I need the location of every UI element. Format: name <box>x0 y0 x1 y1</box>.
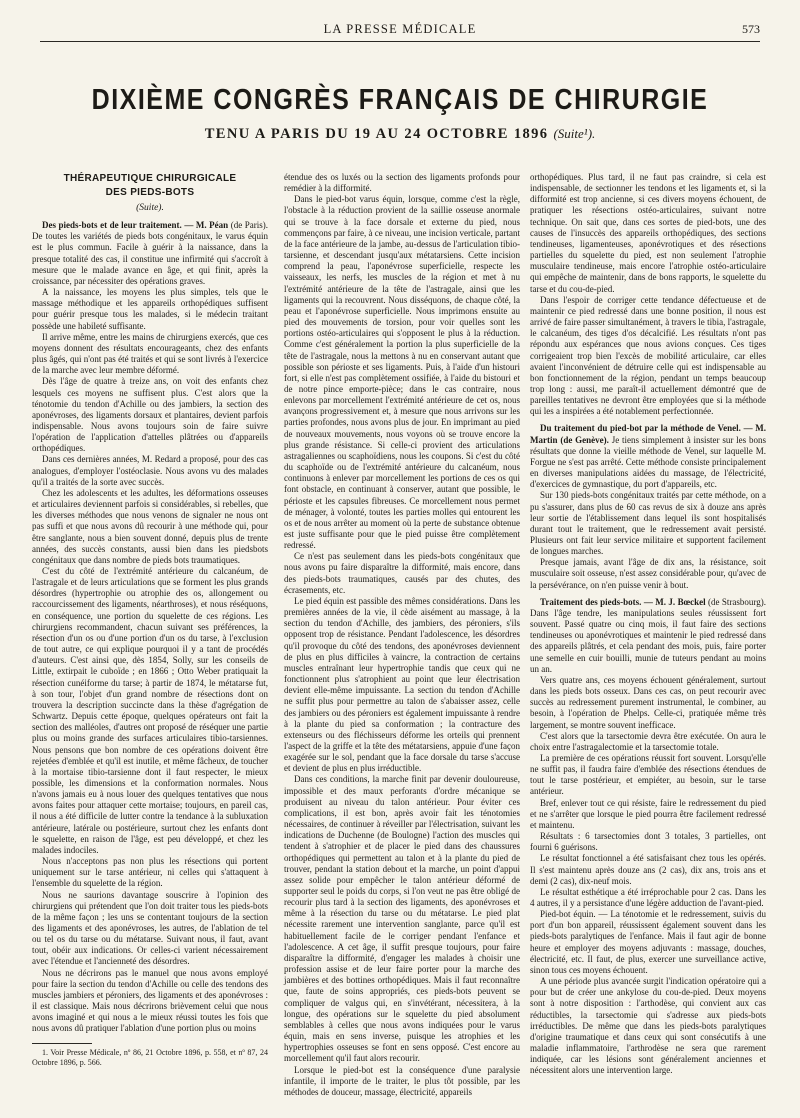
paragraph: Dans ces conditions, la marche finit par devenir douloureuse, impossible et des maux perforants d'ordre mécanique se produisent au niveau du talon antérieur. Pour éviter ces complications, il est bon, après avoir fait les ténotomies nécessaires, de continuer à réveiller par l'électrisation, suivant les indications de Duchenne (de Boulogne) l'action des muscles qui tendent à s'atrophier et de placer le pied dans des chaussures orthopédiques qui permettent au talon et à la plante du pied de trouver, pendant la station debout et la marche, un point d'appui assez solide pour empêcher le talon antérieur déformé de supporter seul le poids du corps, si l'on veut ne pas être obligé de recourir plus tard à la section des ligaments, des aponévroses et même à la résection du tarse ou du métatarse. Le pied plat nécessite rarement une intervention sanglante, parce qu'il est habituellement facile de le corriger pendant l'enfance et l'adolescence. A cet âge, il suffit presque toujours, pour faire disparaître la difformité, d'engager les malades à choisir une profession assise et de leur faire porter pour la marche des jambières et des bottines orthopédiques. Mais il faut reconnaître que, faute de soins appropriés, ces pieds-bots peuvent se compliquer de valgus qui, en s'invétérant, nécessitera, à la longue, des opérations sur le squelette du pied absolument semblables à celles que nous avons indiquées pour le varus équin, mais en sens inverse, puisque les atrophies et les hypertrophies osseuses se font en sens opposé. C'est encore au morcellement qu'il faut alors recourir. <box>284 774 520 1064</box>
section-title-line1: THÉRAPEUTIQUE CHIRURGICALE <box>63 173 237 184</box>
paragraph: Nous ne saurions davantage souscrire à l'opinion des chirurgiens qui prétendent que l'on doit traiter tous les pieds-bots de la même façon ; les uns se contentant toujours de la section des ligaments et des aponévroses, les autres, de l'ablation de tel ou tel os du tarse ou du métatarse. Suivant nous, il faut, avant tout, obéir aux indications. Or celles-ci varient nécessairement avec l'étendue et l'ancienneté des désordres. <box>32 889 268 967</box>
paragraph: Nous n'acceptons pas non plus les résections qui portent uniquement sur le tarse antérieur, ni celles qui s'attaquent à l'ensemble du squelette de la région. <box>32 856 268 889</box>
paragraph-lead: Des pieds-bots et de leur traitement. — M. Péan <box>42 220 229 231</box>
paragraph: Sur 130 pieds-bots congénitaux traités par cette méthode, on a pu s'assurer, dans plus de 60 cas revus de six à douze ans après leur sortie de l'établissement dans lequel ils sont hospitalisés durant tout le traitement, que le redressement avait persisté. Plusieurs ont fait leur service militaire et supportent facilement de longues marches. <box>530 490 766 557</box>
footnote: 1. Voir Presse Médicale, nº 86, 21 Octobre 1896, p. 558, et nº 87, 24 Octobre 1896, p. 566. <box>32 1047 268 1067</box>
paragraph-lead: Traitement des pieds-bots. — M. J. Bœckel <box>540 596 706 607</box>
paragraph: A une période plus avancée surgit l'indication opératoire qui a pour but de créer une ankylose du cou-de-pied. Deux moyens sont à notre disposition : l'arthodèse, qui convient aux cas réductibles, la tarsectomie qui s'adresse aux pieds-bots irréductibles. De même que dans les pieds-bots paralytiques d'origine traumatique et dans ceux qui sont consécutifs à une maladie inflammatoire, l'arthrodèse ne sera que rarement indiquée, car les lésions sont généralement anciennes et nécessitent alors une intervention large. <box>530 976 766 1076</box>
footnote-rule <box>32 1043 92 1044</box>
paragraph: Dans l'espoir de corriger cette tendance défectueuse et de maintenir ce pied redressé dans une bonne position, il nous est arrivé de faire passer simultanément, à travers le tibia, l'astragale, le calcanéum, des tiges d'os décalcifié. Les résultats n'ont pas répondu aux espérances que nous avions conçues. Ces tiges corrigeaient trop bien l'excès de mobilité articulaire, car elles avaient l'inconvénient de détruire celle qui est indispensable au bon fonctionnement de la région, pendant un temps beaucoup trop long : aussi, me paraît-il actuellement démontré que de pareilles tentatives ne devront être employées que si la méthode qui les a inspirées a été notablement perfectionnée. <box>530 294 766 417</box>
paragraph: Ce n'est pas seulement dans les pieds-bots congénitaux que nous avons pu faire disparaître la difformité, mais encore, dans des pieds-bots traumatiques, causés par des chutes, des écrasements, etc. <box>284 551 520 595</box>
paragraph: étendue des os luxés ou la section des ligaments profonds pour remédier à la difformité. <box>284 172 520 194</box>
paragraph: Le pied équin est passible des mêmes considérations. Dans les premières années de la vie, il cède aisément au massage, à la section du tendon d'Achille, des jambiers, des péroniers, s'ils opposent trop de résistance. Pendant l'adolescence, les désordres qu'il provoque du côté des tendons, des aponévroses deviennent de plus en plus difficiles à vaincre, la contraction de certains muscles entraînant leur hypertrophie tandis que ceux qui ne fonctionnent plus s'atrophient au point que leur électrisation devient elle-même impuissante. La section du tendon d'Achille ne suffit plus pour permettre au talon de s'abaisser assez, celle des jambiers ou des péroniers est également impuissante à rendre à la plante du pied sa conformation ; la contracture des extenseurs ou des fléchisseurs déforme les orteils qui prennent l'aspect de la griffe et la tête des métatarsiens, appuie d'une façon exagérée sur le sol, pendant que la face dorsale du tarse s'accuse et devient de plus en plus irréductible. <box>284 595 520 774</box>
paragraph: Résultats : 6 tarsectomies dont 3 totales, 3 partielles, ont fourni 6 guérisons. <box>530 831 766 853</box>
paragraph: Des pieds-bots et de leur traitement. — M. Péan (de Paris). De toutes les variétés de pieds bots congénitaux, le varus équin est le plus commun. Facile à guérir à la naissance, dans la presque totalité des cas, il constitue une infirmité qui s'accroît à mesure que le malade avance en âge, et qui finit, après la croissance, par nécessiter des opérations graves. <box>32 220 268 286</box>
paragraph: Dès l'âge de quatre à treize ans, on voit des enfants chez lesquels ces moyens ne suffisent plus. C'est alors que la ténotomie du tendon d'Achille ou des jambiers, la section des aponévroses, des ligaments dorsaux et plantaires, devient parfois indispensable. Nous avons toujours soin de faire suivre l'opération de l'application d'attelles plâtrées ou d'appareils orthopédiques. <box>32 376 268 454</box>
paragraph: A la naissance, les moyens les plus simples, tels que le massage méthodique et les appareils orthopédiques suffisent pour guérir presque tous les malades, si le médecin traitant possède une habileté suffisante. <box>32 287 268 331</box>
paragraph: Vers quatre ans, ces moyens échouent généralement, surtout dans les pieds bots osseux. Dans ces cas, on peut recourir avec succès au redressement purement instrumental, le combiner, au besoin, à l'opération de Phelps. Celle-ci, pratiquée même très largement, se montre souvent inefficace. <box>530 674 766 730</box>
paragraph: Nous ne décrirons pas le manuel que nous avons employé pour faire la section du tendon d'Achille ou celle des tendons des muscles jambiers et péroniers, des ligaments et des aponévroses : il est classique. Mais nous décrirons brièvement celui que nous avons imaginé et qui nous a le mieux réussi toutes les fois que nous avons dû pratiquer l'ablation d'une portion plus ou moins <box>32 967 268 1034</box>
column-1 <box>32 172 268 1072</box>
column-2 <box>284 172 520 1097</box>
paragraph: orthopédiques. Plus tard, il ne faut pas craindre, si cela est indispensable, de sectionner les tendons et les ligaments et, si la difformité est trop ancienne, si ces divers moyens échouent, de pratiquer les résections ostéo-articulaires, suivant notre technique. On sait que, dans ces sortes de pied-bots, une des causes de l'insuccès des appareils orthopédiques, des sections tendineuses, ligamenteuses, aponévrotiques et des résections partielles du squelette du pied, est non seulement l'atrophie musculaire tendineuse, mais encore l'atrophie ostéo-articulaire qui empêche de maintenir, dans de bons rapports, le squelette du tarse et du cou-de-pied. <box>530 172 766 294</box>
section-suite: (Suite). <box>136 203 164 213</box>
paragraph: Pied-bot équin. — La ténotomie et le redressement, suivis du port d'un bon appareil, réussissent également souvent dans les pieds-bots paralytiques de l'enfance. Mais il faut agir de bonne heure et employer des moyens adjuvants : massage, douches, électricité, etc. Il faut, de plus, exercer une surveillance active, sinon tous ces moyens échouent. <box>530 909 766 975</box>
paragraph: Dans le pied-bot varus équin, lorsque, comme c'est la règle, l'obstacle à la réduction provient de la saillie osseuse anormale qui se trouve à la face dorsale et externe du pied, nous commençons par faire, à ce niveau, une incision verticale, partant de la face antérieure de la jambe, au-dessus de l'articulation tibio-tarsienne, et descendant jusqu'aux métatarsiens. Cette incision comprend la peau, l'aponévrose superficielle, respecte les vaisseaux, les nerfs, les muscles de la région et met à nu l'extrémité antérieure de la tête de l'astragale, ainsi que les ligaments qui la recouvrent. Nous disséquons, de chaque côté, la peau et l'aponévrose superficielle. Nous imprimons ensuite au pied des mouvements de torsion, pour voir quelles sont les portions ostéo-articulaires qui s'opposent le plus à la réduction. Comme c'est généralement la portion la plus superficielle de la tête de l'astragale, nous la mettons à nu en conservant autant que possible son périoste et ses ligaments. Puis, à l'aide d'un histouri fort, si elle n'est pas complètement ossifiée, à l'aide du bistouri et de notre pince emporte-pièce; dans le cas contraire, nous enlevons par morcellement l'extrémité antérieure de cet os, nous avançons progressivement et, à mesure que nous arrivons sur les parties profondes, nous avons plus de jour. En imprimant au pied de nouveaux mouvements, nous voyons où se trouve encore la plus grande résistance. Si celle-ci provient des articulations astragaliennes ou scaphoïdiens, nous les coupons. Si c'est du côté du scaphoïde ou de l'extrémité antérieure du calcanéum, nous continuons à enlever par morcellement les portions de ces os qui font obstacle, en continuant à conserver, autant que possible, le périoste et les capsules fibreuses. Ce morcellement nous permet de ménager, à volonté, toutes les parties molles qui entourent les os et de nous arrêter au moment où la perte de substance obtenue est juste suffisante pour que le pied puisse être complètement redressé. <box>284 194 520 551</box>
page-number: 573 <box>742 22 760 36</box>
paragraph: Le résultat fonctionnel a été satisfaisant chez tous les opérés. Il s'est maintenu après douze ans (2 cas), dix ans, trois ans et demi (2 cas), dix-neuf mois. <box>530 853 766 886</box>
header-rule <box>40 41 760 42</box>
article-title: DIXIÈME CONGRÈS FRANÇAIS DE CHIRURGIE <box>91 83 709 117</box>
paragraph: Dans ces dernières années, M. Redard a proposé, pour des cas analogues, d'employer l'ostéoclasie. Nous avons vu des malades qu'il a traités de la sorte avec succès. <box>32 454 268 487</box>
subtitle-text: TENU A PARIS DU 19 AU 24 OCTOBRE 1896 <box>204 126 549 142</box>
running-header <box>40 22 760 40</box>
paragraph: C'est du côté de l'extrémité antérieure du calcanéum, de l'astragale et de leurs articulations que se forment les plus grands désordres (hypertrophie ou atrophie des os, allongement ou raccourcissement des ligaments, néarthroses), et nous réséquons, en conséquence, une portion du squelette de ces régions. Les chirurgiens recommandent, chacun suivant ses préférences, la résection d'un os ou d'une portion d'un os du tarse, à l'exclusion de tout autre, ce qui explique pourquoi il y a tant de procédés d'auteurs. C'est ainsi que, dès 1854, Solly, sur les conseils de Little, extirpait le cuboïde ; en 1866 ; Otto Weber pratiquait la résection cunéiforme du tarse; à partir de 1874, le métatarse fut, à son tour, l'objet d'un grand nombre de résections dont on trouvera la description succincte dans la thèse d'agrégation de Schwartz. Depuis cette époque, quelques opérateurs ont fait la section des malléoles, d'autres ont proposé de réséquer une partie plus ou moins grande des surfaces articulaires tibio-tarsiennes. Nous pensons que bon nombre de ces opérations doivent être rejetées d'emblée et qu'il est inutile, et même fâcheux, de toucher à la mortaise tibio-tarsienne dont il faut respecter, le mieux possible, les dimensions et la conformation normales. Nous n'avons jamais eu à nous louer des quelques tentatives que nous avons faites pour attaquer cette mortaise; toujours, en pareil cas, il nous a été difficile de lutter contre la tendance à la subluxation antérieure, latérale ou postérieure, surtout chez les enfants dont le squelette, en raison de l'âge, est peu développé, et chez les malades indociles. <box>32 566 268 855</box>
paragraph: Il arrive même, entre les mains de chirurgiens exercés, que ces moyens donnent des résultats encourageants, chez des enfants plus âgés, qui n'ont pas été traités et qui se sont livrés à l'exercice de la marche avec leur membre déformé. <box>32 331 268 376</box>
journal-name: LA PRESSE MÉDICALE <box>323 22 477 36</box>
paragraph: Le résultat esthétique a été irréprochable pour 2 cas. Dans les 4 autres, il y a persistance d'une légère adduction de l'avant-pied. <box>530 886 766 908</box>
paragraph-lead: Du traitement du pied-bot par la méthode de Venel. — M. Martin (de Genève). <box>530 423 766 445</box>
paragraph: Chez les adolescents et les adultes, les déformations osseuses et articulaires deviennent parfois si considérables, si rebelles, que les diverses méthodes que nous venons de signaler ne nous ont pas suffi et que nous avons dû recourir à une méthode qui, pour être sanglante, nous a bien souvent donné, depuis plus de trente années, des succès constants, aussi bien dans les piedsbots congénitaux que dans nombre de pieds bots traumatiques. <box>32 487 268 565</box>
section-title-line2: DES PIEDS-BOTS <box>105 187 195 198</box>
subtitle-suite: (Suite¹). <box>553 126 596 141</box>
paragraph: Lorsque le pied-bot est la conséquence d'une paralysie infantile, il importe de le traiter, le plus tôt possible, par les méthodes de douceur, massage, électricité, appareils <box>284 1064 520 1097</box>
paragraph: Presque jamais, avant l'âge de dix ans, la résistance, soit musculaire soit osseuse, n'est assez considérable pour, qu'avec de la persévérance, on n'en puisse venir à bout. <box>530 557 766 590</box>
paragraph: Du traitement du pied-bot par la méthode de Venel. — M. Martin (de Genève). Je tiens simplement à insister sur les bons résultats que donne la vieille méthode de Venel, sur laquelle M. Forgue ne s'est pas arrêté. Cette méthode consiste principalement en diverses manipulations aidées du massage, de l'électricité, d'exercices de gymnastique, du port d'appareils, etc. <box>530 423 766 490</box>
article-subtitle <box>40 126 760 143</box>
paragraph: La première de ces opérations réussit fort souvent. Lorsqu'elle ne suffit pas, il faudra faire d'emblée des résections étendues de tout le tarse postérieur, et empiéter, au besoin, sur le tarse antérieur. <box>530 752 766 797</box>
paragraph: Bref, enlever tout ce qui résiste, faire le redressement du pied et ne s'arrêter que lorsque le pied pourra être facilement redressé et maintenu. <box>530 797 766 830</box>
column-3 <box>530 172 767 1076</box>
paragraph: C'est alors que la tarsectomie devra être exécutée. On aura le choix entre l'astragalectomie et la tarsectomie totale. <box>530 730 766 752</box>
paragraph: Traitement des pieds-bots. — M. J. Bœckel (de Strasbourg). Dans l'âge tendre, les manipulations seules réussissent fort souvent. Passé quatre ou cinq mois, il faut faire des sections tendineuses ou aponévrotiques et maintenir le pied redressé dans des appareils plâtrés, et cela pendant des mois, puis, faire porter une semelle en cuir bouilli, munie de tuteurs pendant au moins un an. <box>530 596 767 674</box>
